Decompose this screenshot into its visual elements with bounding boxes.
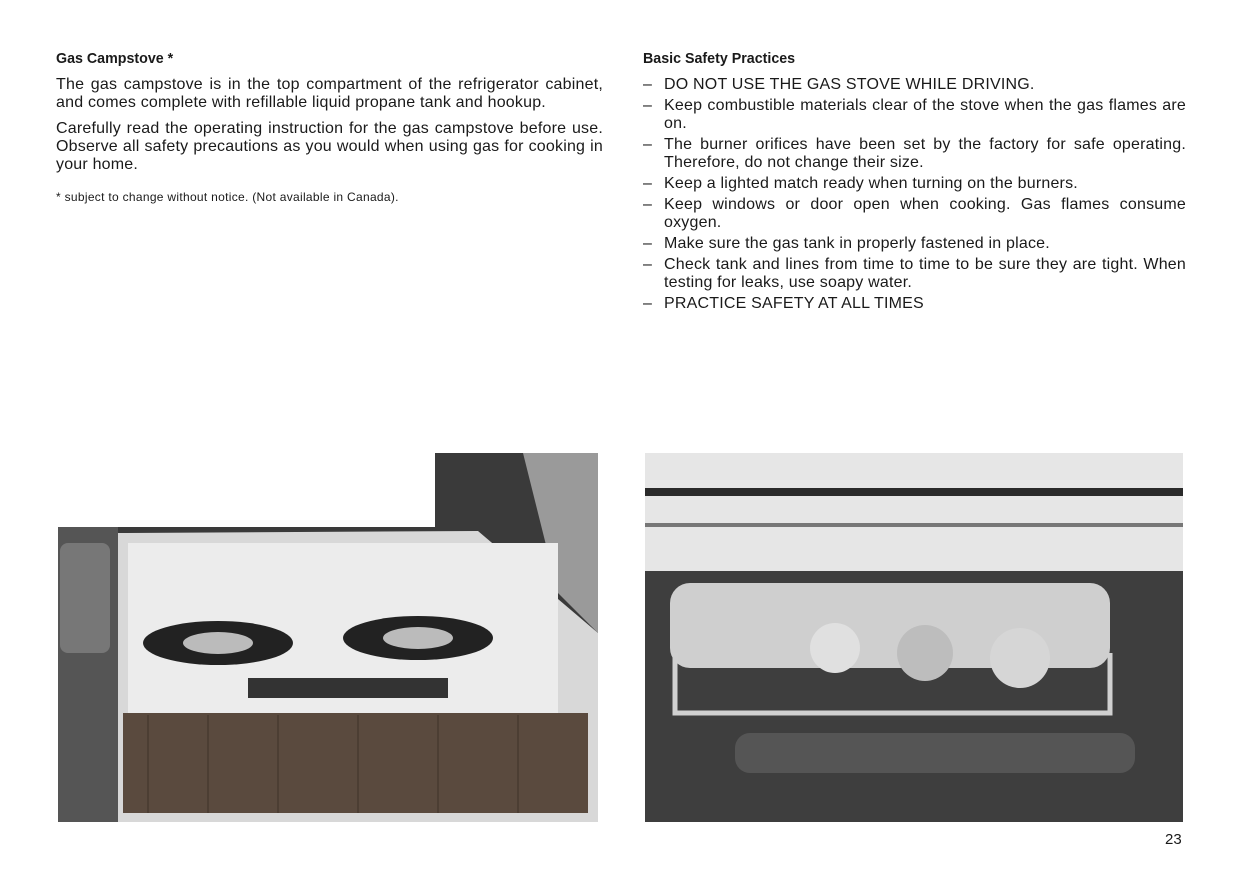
section-heading: Gas Campstove * <box>56 50 174 67</box>
gas-campstove-section <box>56 50 603 204</box>
list-item: – Keep windows or door open when cooking. Gas flames consume oxygen. <box>643 196 1186 231</box>
paragraph: The gas campstove is in the top compartment of the refrigerator cabinet, and comes complete with refillable liquid propane tank and hookup. <box>56 76 603 111</box>
list-item: – Keep combustible materials clear of the stove when the gas flames are on. <box>643 97 1186 132</box>
safety-list <box>643 76 1186 313</box>
campstove-photo <box>58 453 598 822</box>
list-item: – DO NOT USE THE GAS STOVE WHILE DRIVING. <box>643 76 1035 93</box>
footnote: * subject to change without notice. (Not available in Canada). <box>56 190 399 204</box>
list-item: – PRACTICE SAFETY AT ALL TIMES <box>643 295 924 312</box>
list-item: – Make sure the gas tank in properly fastened in place. <box>643 235 1050 252</box>
list-item: – Check tank and lines from time to time to be sure they are tight. When testing for leaks, use soapy water. <box>643 256 1186 291</box>
paragraph: Carefully read the operating instruction for the gas campstove before use. Observe all safety precautions as you would when using gas for cooking in your home. <box>56 120 603 173</box>
propane-tank-photo <box>645 453 1183 822</box>
list-item: – Keep a lighted match ready when turning on the burners. <box>643 175 1078 192</box>
list-item: – The burner orifices have been set by the factory for safe operating. Therefore, do not change their size. <box>643 136 1186 171</box>
safety-practices-section <box>643 50 1186 316</box>
page-number: 23 <box>1165 831 1182 848</box>
section-heading: Basic Safety Practices <box>643 50 796 67</box>
